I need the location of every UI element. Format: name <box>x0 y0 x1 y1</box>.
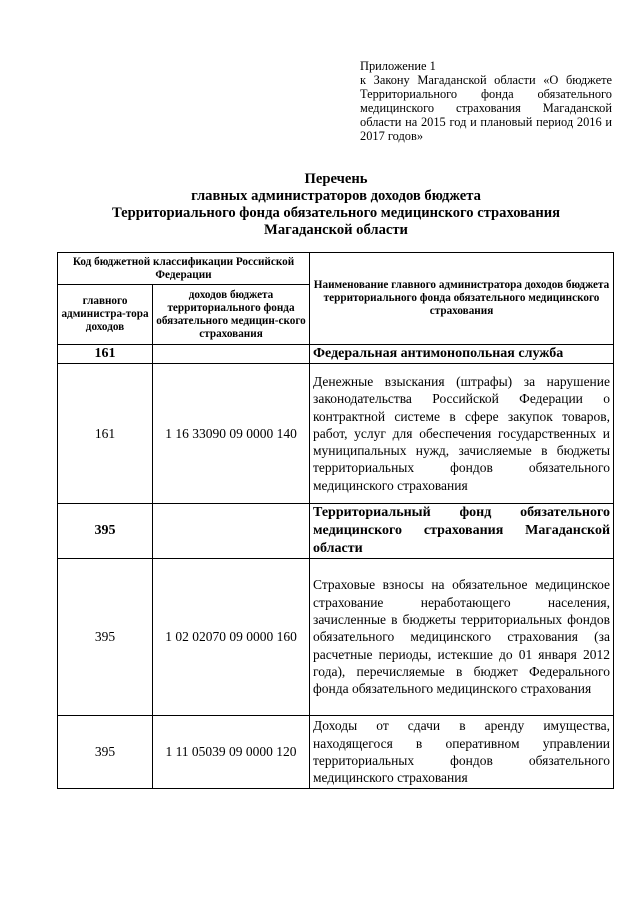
budget-code-cell: 1 16 33090 09 0000 140 <box>153 364 310 504</box>
document-title <box>40 171 632 239</box>
income-description-cell: Страховые взносы на обязательное медицинское страхование неработающего населения, зачисленные в бюджеты территориальных фондов обязательного медицинского страхования (за расчетные периоды, истекшие до 01 января 2012 года), перечисляемые в бюджет Федерального фонда обязательного медицинского страхования <box>310 559 614 716</box>
header-administrator-name: Наименование главного администратора доходов бюджета территориального фонда обязательного медицинского страхования <box>310 253 614 345</box>
title-line-4: Магаданской области <box>264 222 408 238</box>
income-description-cell: Денежные взыскания (штрафы) за нарушение законодательства Российской Федерации о контрактной системе в сфере закупок товаров, работ, услуг для обеспечения государственных и муниципальных нужд, зачисляемые в бюджеты территориальных фондов обязательного медицинского страхования <box>310 364 614 504</box>
admin-code-cell: 161 <box>58 364 153 504</box>
table-row <box>58 345 614 364</box>
appendix-law-reference: к Закону Магаданской области «О бюджете Территориального фонда обязательного медицинского страхования Магаданской области на 2015 год и плановый период 2016 и 2017 годов» <box>360 73 612 143</box>
budget-code-cell <box>153 504 310 559</box>
admin-code-cell: 395 <box>58 504 153 559</box>
table-row <box>58 716 614 789</box>
budget-code-cell: 1 02 02070 09 0000 160 <box>153 559 310 716</box>
admin-code-cell: 161 <box>58 345 153 364</box>
table-row <box>58 504 614 559</box>
appendix-note <box>360 59 612 143</box>
table-row <box>58 364 614 504</box>
budget-code-cell <box>153 345 310 364</box>
administrator-name-cell: Федеральная антимонопольная служба <box>310 345 614 364</box>
header-classification: Код бюджетной классификации Российской Федерации <box>58 253 310 285</box>
title-line-3: Территориального фонда обязательного медицинского страхования <box>111 205 561 221</box>
title-line-1: Перечень <box>304 171 368 187</box>
budget-code-cell: 1 11 05039 09 0000 120 <box>153 716 310 789</box>
title-line-2: главных администраторов доходов бюджета <box>191 188 481 204</box>
header-admin-code: главного администра-тора доходов <box>58 285 153 345</box>
administrator-name-cell: Территориальный фонд обязательного медицинского страхования Магаданской области <box>310 504 614 559</box>
administrators-table <box>57 252 614 789</box>
admin-code-cell: 395 <box>58 559 153 716</box>
income-description-cell: Доходы от сдачи в аренду имущества, находящегося в оперативном управлении территориальных фондов обязательного медицинского страхования <box>310 716 614 789</box>
table-row <box>58 559 614 716</box>
appendix-number: Приложение 1 <box>360 59 436 73</box>
header-budget-income-code: доходов бюджета территориального фонда обязательного медицин-ского страхования <box>153 285 310 345</box>
admin-code-cell: 395 <box>58 716 153 789</box>
